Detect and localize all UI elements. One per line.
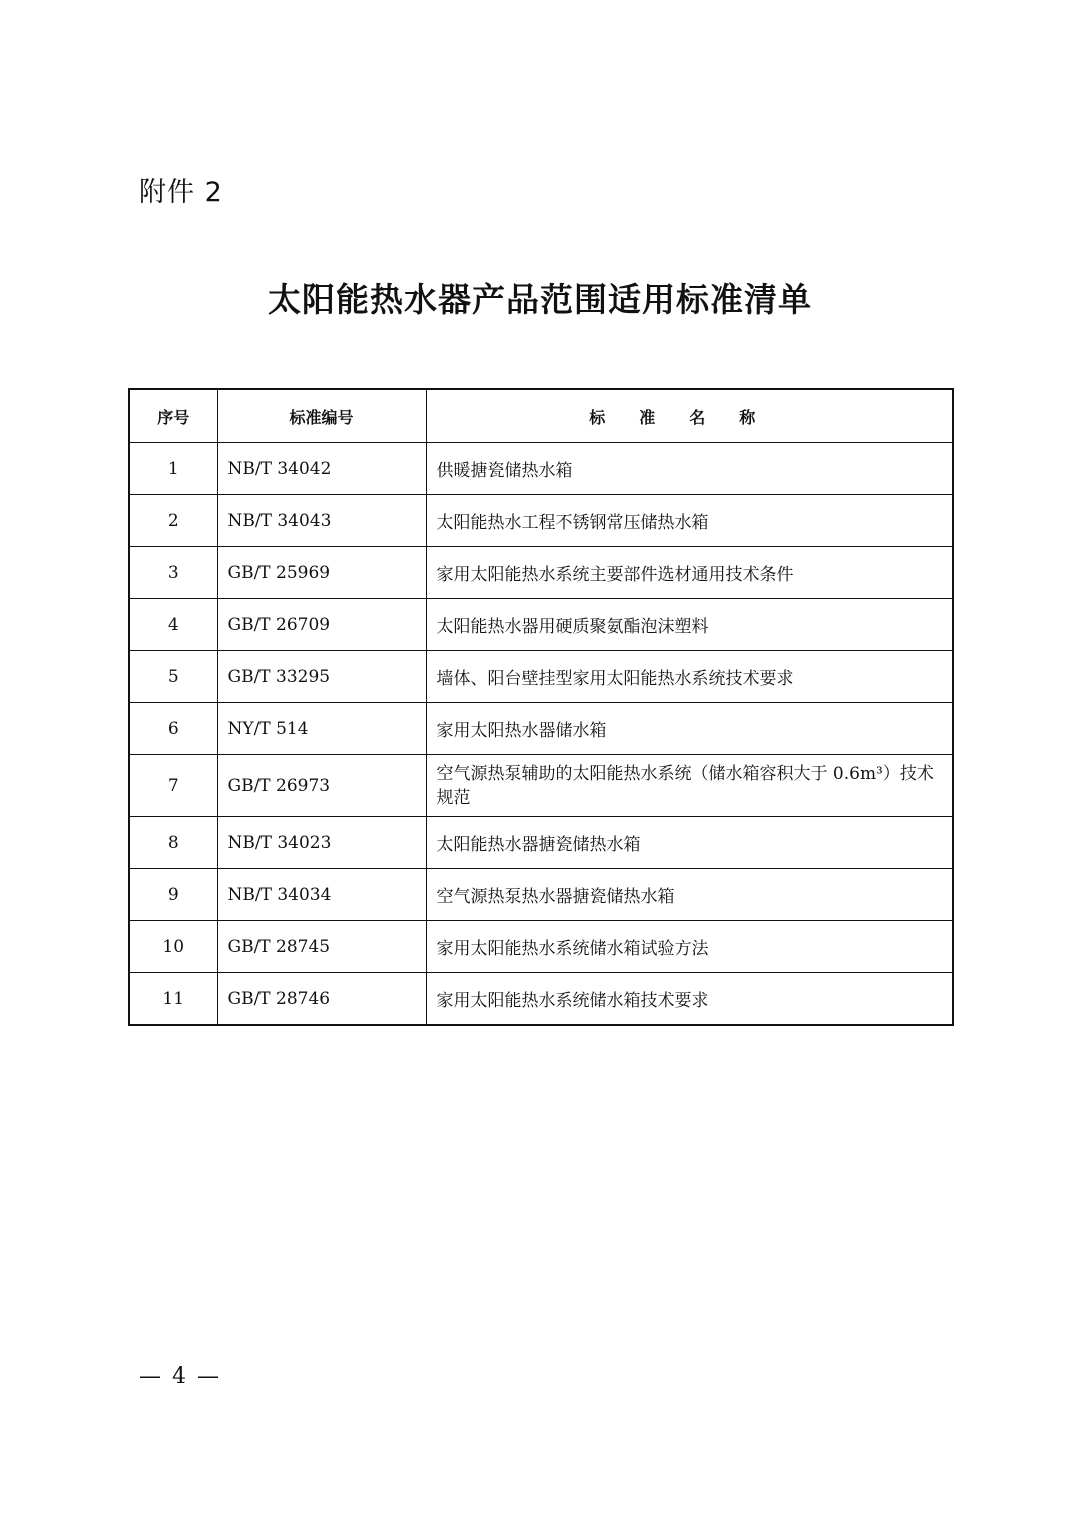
row-code: GB/T 28745	[217, 921, 426, 973]
row-name: 空气源热泵热水器搪瓷储热水箱	[426, 869, 953, 921]
row-name: 供暖搪瓷储热水箱	[426, 443, 953, 495]
table-row	[129, 755, 953, 817]
row-name: 太阳能热水器用硬质聚氨酯泡沫塑料	[426, 599, 953, 651]
header-name: 标准名称	[426, 389, 953, 443]
document-title: 太阳能热水器产品范围适用标准清单	[268, 280, 812, 319]
table-row	[129, 817, 953, 869]
row-name: 家用太阳热水器储水箱	[426, 703, 953, 755]
table-row	[129, 651, 953, 703]
row-code: GB/T 33295	[217, 651, 426, 703]
row-index: 11	[129, 973, 217, 1026]
row-code: NB/T 34034	[217, 869, 426, 921]
table-row	[129, 703, 953, 755]
row-index: 8	[129, 817, 217, 869]
row-index: 6	[129, 703, 217, 755]
row-name: 太阳能热水器搪瓷储热水箱	[426, 817, 953, 869]
row-index: 4	[129, 599, 217, 651]
row-name: 太阳能热水工程不锈钢常压储热水箱	[426, 495, 953, 547]
row-index: 7	[129, 755, 217, 817]
table-row	[129, 495, 953, 547]
row-index: 5	[129, 651, 217, 703]
row-code: NB/T 34042	[217, 443, 426, 495]
row-name: 家用太阳能热水系统主要部件选材通用技术条件	[426, 547, 953, 599]
row-index: 2	[129, 495, 217, 547]
standards-table	[128, 388, 954, 1026]
row-code: NY/T 514	[217, 703, 426, 755]
row-index: 1	[129, 443, 217, 495]
row-code: NB/T 34023	[217, 817, 426, 869]
table-header-row	[129, 389, 953, 443]
row-name: 墙体、阳台壁挂型家用太阳能热水系统技术要求	[426, 651, 953, 703]
row-name: 家用太阳能热水系统储水箱技术要求	[426, 973, 953, 1026]
table-row	[129, 547, 953, 599]
page-number: — 4 —	[139, 1364, 221, 1389]
table-row	[129, 869, 953, 921]
table-row	[129, 599, 953, 651]
row-index: 3	[129, 547, 217, 599]
header-index: 序号	[129, 389, 217, 443]
row-index: 10	[129, 921, 217, 973]
row-code: NB/T 34043	[217, 495, 426, 547]
row-code: GB/T 25969	[217, 547, 426, 599]
row-code: GB/T 26973	[217, 755, 426, 817]
table-row	[129, 921, 953, 973]
row-name: 家用太阳能热水系统储水箱试验方法	[426, 921, 953, 973]
table-row	[129, 973, 953, 1026]
table-row	[129, 443, 953, 495]
row-name: 空气源热泵辅助的太阳能热水系统（储水箱容积大于 0.6m³）技术规范	[426, 755, 953, 817]
attachment-label: 附件 2	[139, 177, 223, 208]
row-code: GB/T 26709	[217, 599, 426, 651]
header-code: 标准编号	[217, 389, 426, 443]
row-index: 9	[129, 869, 217, 921]
row-code: GB/T 28746	[217, 973, 426, 1026]
